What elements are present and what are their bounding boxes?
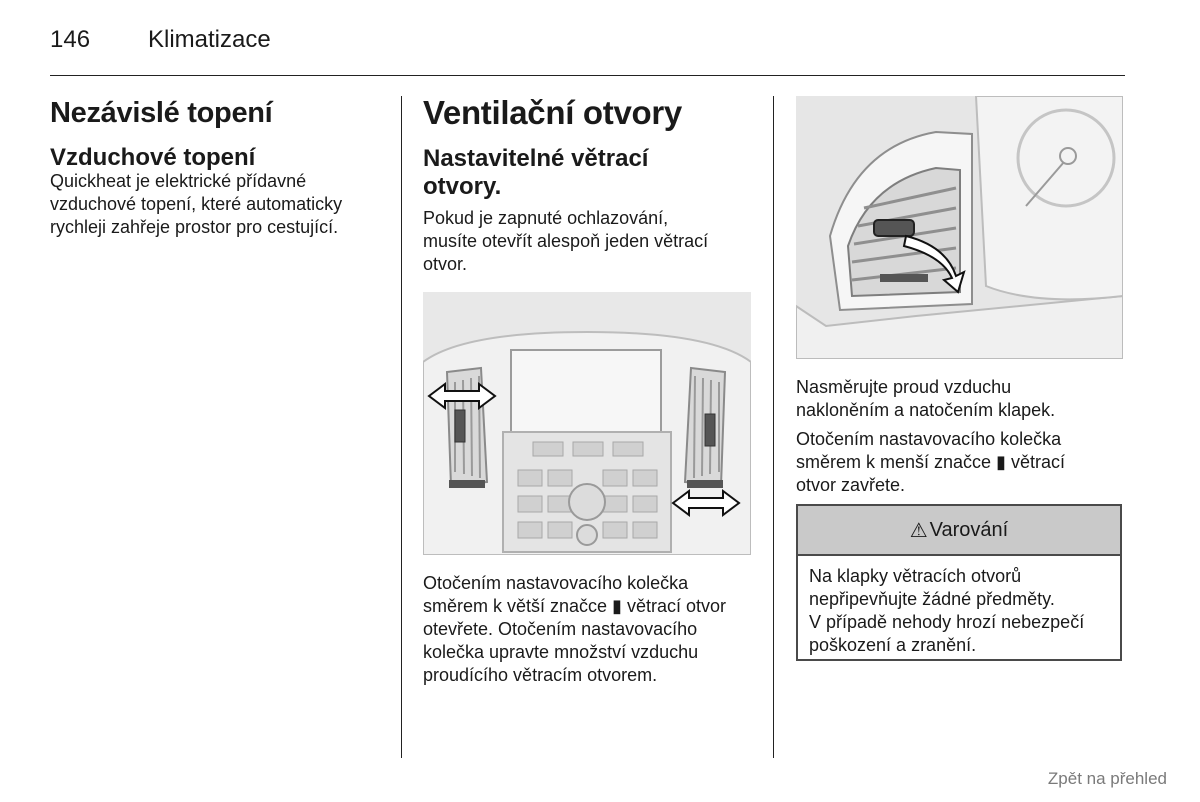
- text-line: proudícího větracím otvorem.: [423, 665, 658, 685]
- text-line: otevřete. Otočením nastavovacího: [423, 619, 698, 639]
- text-line: nepřipevňujte žádné předměty.: [809, 589, 1055, 609]
- column-2: [423, 96, 763, 276]
- section-heading: Nezávislé topení: [50, 97, 273, 129]
- warning-header: [798, 506, 1120, 556]
- text-line: V případě nehody hrozí nebezpečí: [809, 612, 1085, 632]
- intro-paragraph: [423, 207, 763, 276]
- text-line: Otočením nastavovacího kolečka: [796, 429, 1062, 449]
- text-line: směrem k menší značce ▮ větrací: [796, 452, 1065, 472]
- text-line: nakloněním a natočením klapek.: [796, 400, 1056, 420]
- column-divider-1: [401, 96, 402, 758]
- text-line: Otočením nastavovacího kolečka: [423, 573, 689, 593]
- column-divider-2: [773, 96, 774, 758]
- text-line: poškození a zranění.: [809, 635, 977, 655]
- warning-title: Varování: [929, 518, 1009, 541]
- text-line: Pokud je zapnuté ochlazování,: [423, 208, 669, 228]
- text-line: otvor zavřete.: [796, 475, 906, 495]
- text-line: rychleji zahřeje prostor pro cestující.: [50, 217, 339, 237]
- column-1: [50, 96, 390, 239]
- header-rule: [50, 75, 1125, 76]
- dashboard-vents-drawing: [423, 292, 751, 555]
- text-line: směrem k větší značce ▮ větrací otvor: [423, 596, 726, 616]
- column-3-text: [796, 376, 1126, 497]
- text-line: musíte otevřít alespoň jeden větrací: [423, 231, 709, 251]
- text-line: Nasměrujte proud vzduchu: [796, 377, 1012, 397]
- dashboard-vents-illustration: [423, 292, 751, 555]
- subsection-heading: [423, 145, 763, 201]
- subheading-line: Nastavitelné větrací: [423, 145, 649, 172]
- back-to-overview-link[interactable]: Zpět na přehled: [1047, 769, 1167, 788]
- paragraph: [50, 170, 390, 239]
- side-vent-drawing: [796, 96, 1123, 359]
- warning-box: [796, 504, 1122, 661]
- text-line: Na klapky větracích otvorů: [809, 566, 1022, 586]
- chapter-title: Klimatizace: [148, 26, 271, 53]
- text-line: vzduchové topení, které automaticky: [50, 194, 343, 214]
- side-vent-illustration: [796, 96, 1123, 359]
- text-line: Quickheat je elektrické přídavné: [50, 171, 307, 191]
- text-line: otvor.: [423, 254, 468, 274]
- warning-body: [798, 556, 1120, 657]
- text-line: kolečka upravte množství vzduchu: [423, 642, 699, 662]
- subsection-heading: Vzduchové topení: [50, 144, 256, 171]
- subheading-line: otvory.: [423, 173, 502, 200]
- section-heading: Ventilační otvory: [423, 94, 682, 131]
- page-number: 146: [50, 26, 91, 53]
- figure-caption: [423, 572, 763, 687]
- warning-triangle-icon: ⚠: [909, 519, 928, 542]
